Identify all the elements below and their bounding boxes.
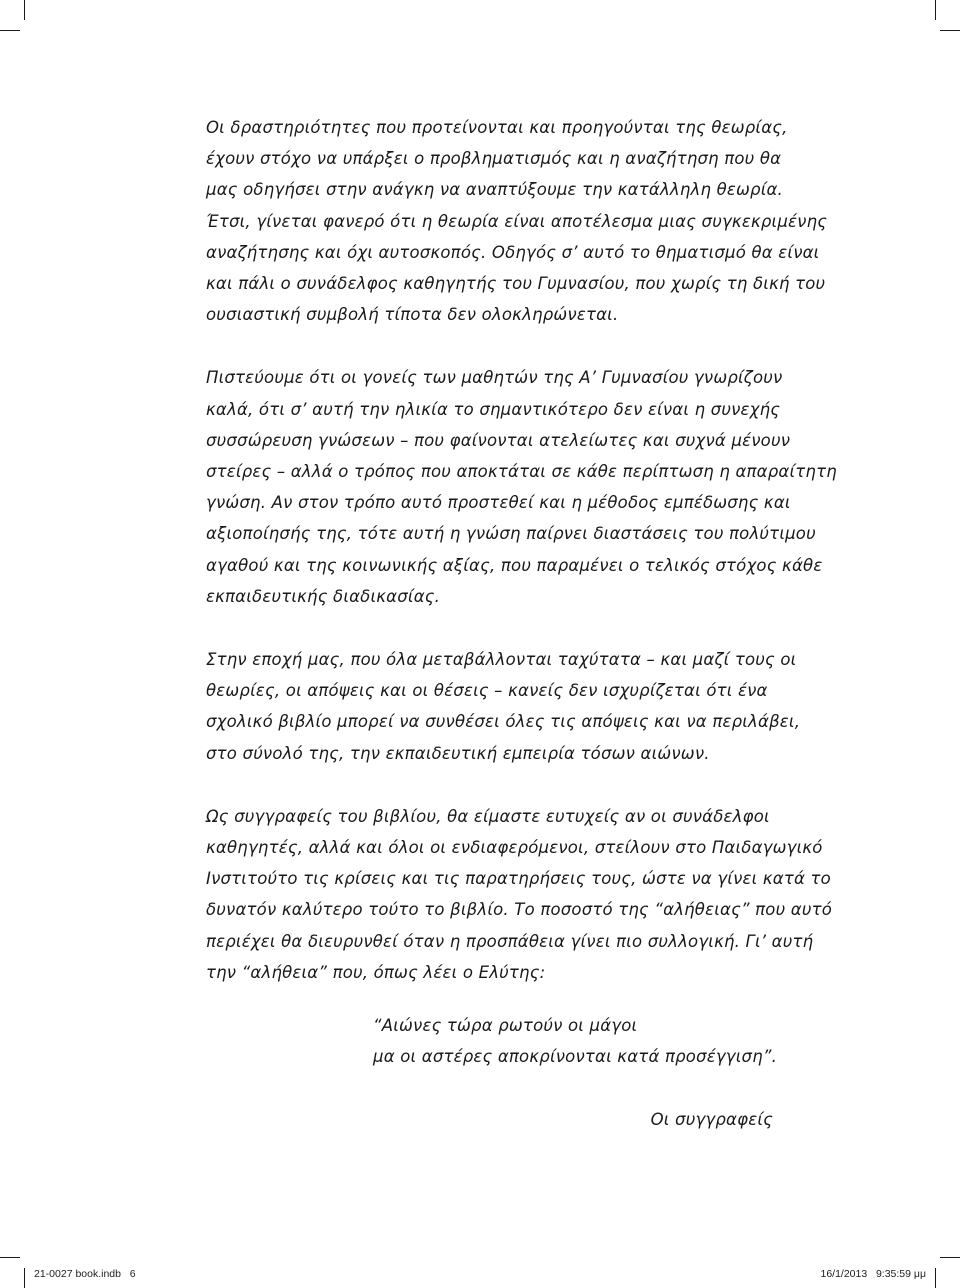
footer-file-label: 21-0027 book.indb 6 [34,1268,136,1280]
text-line: δυνατόν καλύτερο τούτο το βιβλίο. Το ποσοστό της “αλήθειας” που αυτό [206,900,833,920]
quote-line: μα οι αστέρες αποκρίνονται κατά προσέγγιση”. [373,1047,778,1066]
text-line: θεωρίες, οι απόψεις και οι θέσεις – κανείς δεν ισχυρίζεται ότι ένα [206,681,768,701]
text-line: και πάλι ο συνάδελφος καθηγητής του Γυμνασίου, που χωρίς τη δική του [206,274,826,294]
quote-line: “Αιώνες τώρα ρωτούν οι μάγοι [373,1016,638,1035]
text-line: μας οδηγήσει στην ανάγκη να αναπτύξουμε την κατάλληλη θεωρία. [206,180,784,200]
paragraph-era [206,644,801,769]
text-line: αγαθού και της κοινωνικής αξίας, που παραμένει ο τελικός στόχος κάθε [206,555,823,575]
text-line: Πιστεύουμε ότι οι γονείς των μαθητών της Α’ Γυμνασίου γνωρίζουν [206,368,783,388]
text-line: γνώση. Αν στον τρόπο αυτό προστεθεί και η μέθοδος εμπέδωσης και [206,493,791,513]
text-line: Οι δραστηριότητες που προτείνονται και προηγούνται της θεωρίας, [206,118,788,137]
crop-mark-bottom-right-vertical [935,1268,936,1288]
text-line: συσσώρευση γνώσεων – που φαίνονται ατελείωτες και συχνά μένουν [206,430,791,450]
text-line: σχολικό βιβλίο μπορεί να συνθέσει όλες τις απόψεις και να περιλάβει, [206,712,801,732]
text-line: έχουν στόχο να υπάρξει ο προβληματισμός και η αναζήτηση που θα [206,149,782,169]
crop-mark-top-right-vertical [935,0,936,20]
elytis-quote [373,1010,777,1072]
text-line: Στην εποχή μας, που όλα μεταβάλλονται ταχύτατα – και μαζί τους οι [206,650,797,670]
text-line: την “αλήθεια” που, όπως λέει ο Ελύτης: [206,962,546,982]
text-line: Έτσι, γίνεται φανερό ότι η θεωρία είναι αποτέλεσμα μιας συγκεκριμένης [206,211,828,231]
text-line: στο σύνολό της, την εκπαιδευτική εμπειρία τόσων αιώνων. [206,743,710,763]
paragraph-authors [206,801,833,988]
crop-mark-top-right-horizontal [940,30,960,31]
crop-mark-bottom-left-horizontal [0,1257,20,1258]
paragraph-parents [206,362,837,612]
crop-mark-top-left-horizontal [0,30,20,31]
crop-mark-bottom-left-vertical [24,1268,25,1288]
footer-timestamp: 16/1/2013 9:35:59 μμ [820,1268,926,1280]
paragraph-activities [206,112,828,330]
crop-mark-top-left-vertical [24,0,25,20]
text-line: Ινστιτούτο τις κρίσεις και τις παρατηρήσεις τους, ώστε να γίνει κατά το [206,869,831,889]
text-line: αξιοποίησής της, τότε αυτή η γνώση παίρνει διαστάσεις του πολύτιμου [206,524,816,544]
text-line: Ως συγγραφείς του βιβλίου, θα είμαστε ευτυχείς αν οι συνάδελφοι [206,806,770,826]
text-line: στείρες – αλλά ο τρόπος που αποκτάται σε κάθε περίπτωση η απαραίτητη [206,462,837,482]
text-line: καλά, ότι σ’ αυτή την ηλικία το σημαντικότερο δεν είναι η συνεχής [206,399,781,419]
crop-mark-bottom-right-horizontal [940,1257,960,1258]
text-line: ουσιαστική συμβολή τίποτα δεν ολοκληρώνεται. [206,305,619,325]
authors-signature: Οι συγγραφείς [650,1110,773,1129]
text-line: εκπαιδευτικής διαδικασίας. [206,586,441,606]
page-body [206,112,837,1020]
text-line: καθηγητές, αλλά και όλοι οι ενδιαφερόμενοι, στείλουν στο Παιδαγωγικό [206,838,823,858]
text-line: αναζήτησης και όχι αυτοσκοπός. Οδηγός σ’ αυτό το θηματισμό θα είναι [206,242,820,262]
text-line: περιέχει θα διευρυνθεί όταν η προσπάθεια γίνει πιο συλλογική. Γι’ αυτή [206,931,814,951]
